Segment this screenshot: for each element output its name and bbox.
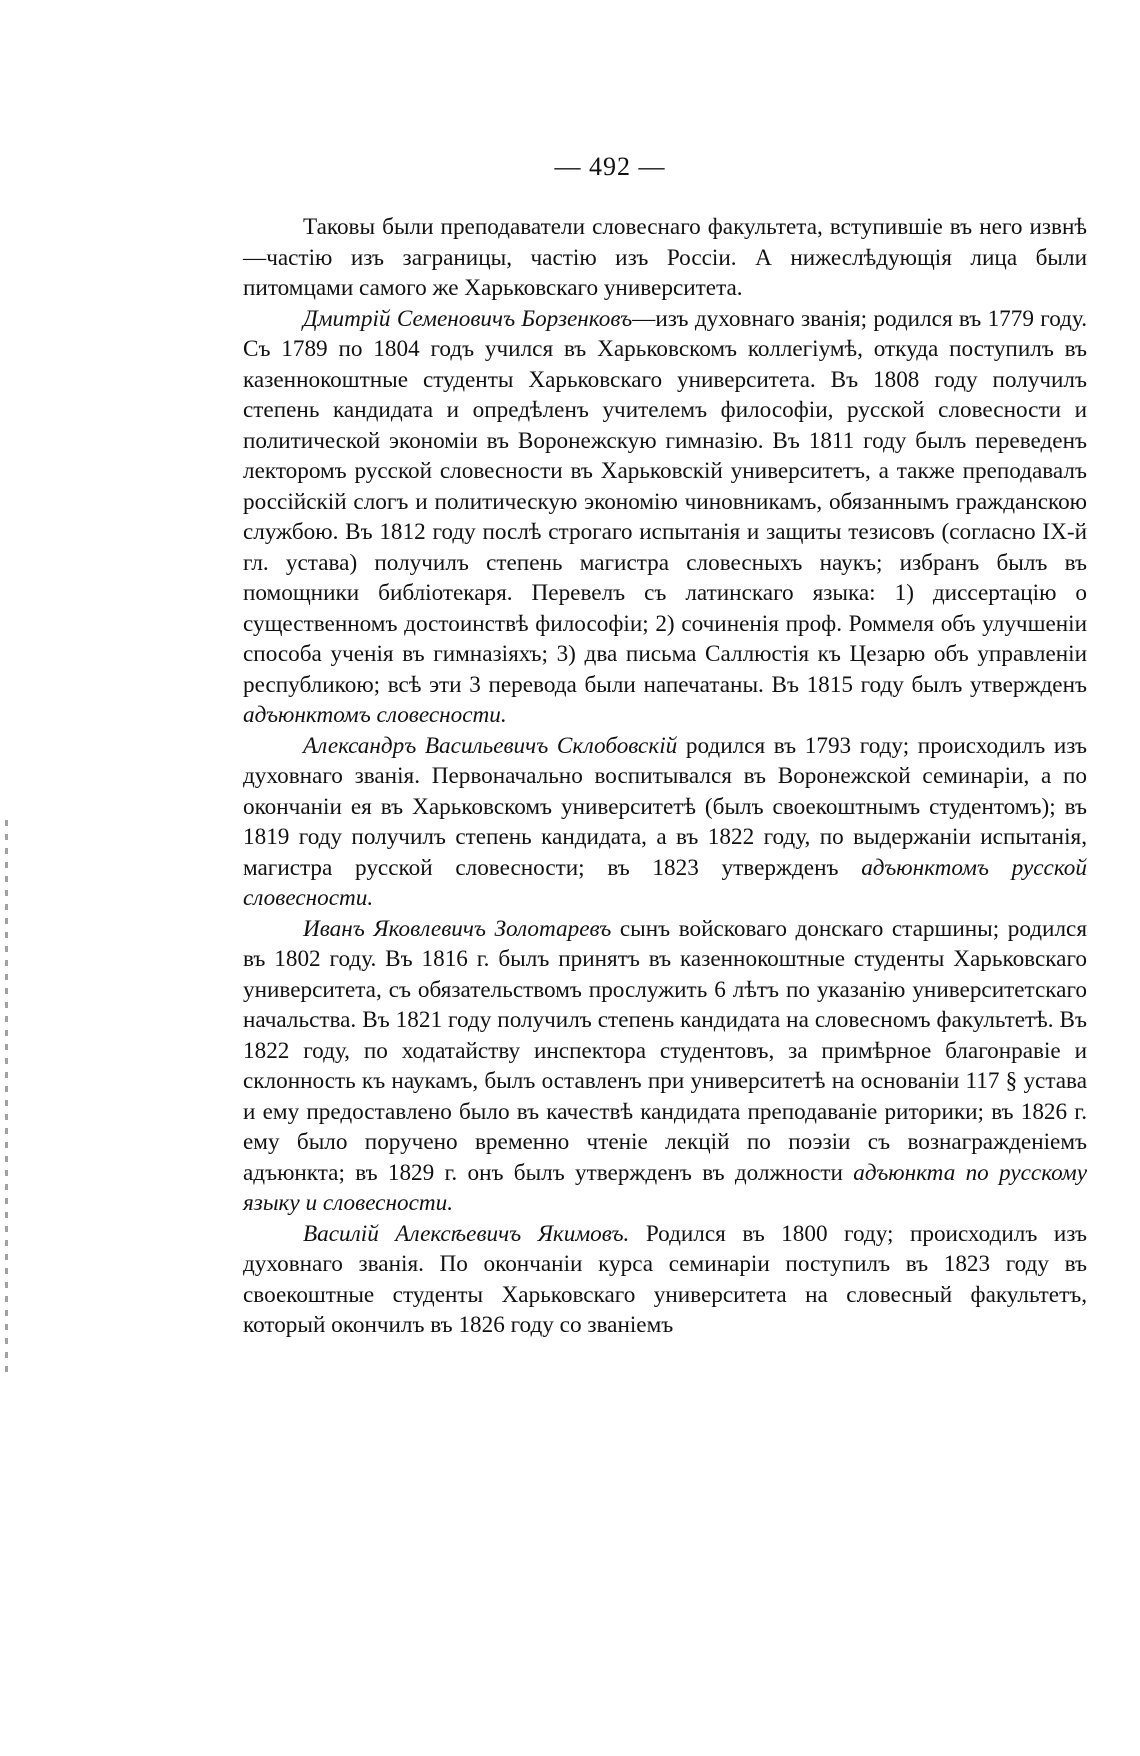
- scan-edge-mark: [5, 820, 8, 1380]
- academic-title: адъюнктомъ словесности.: [243, 702, 507, 728]
- paragraph-text: сынъ войсковаго донскаго старшины; родился въ 1802 году. Въ 1816 г. былъ принятъ въ казеннокоштные студенты Харьковскаго университета, съ обязательствомъ прослужить 6 лѣтъ по указанію университетскаго начальства. Въ 1821 году получилъ степень кандидата на словесномъ факультетѣ. Въ 1822 году, по ходатайству инспектора студентовъ, за примѣрное благонравіе и склонность къ наукамъ, былъ оставленъ при университетѣ на основаніи 117 § устава и ему предоставлено было въ качествѣ кандидата преподаваніе риторики; въ 1826 г. ему было поручено временно чтеніе лекцій по поэзіи съ вознагражденіемъ адъюнкта; въ 1829 г. онъ былъ утвержденъ въ должности: [243, 915, 1087, 1186]
- page-number: — 492 —: [554, 152, 666, 181]
- academic-title: адъюнктомъ русской словесности.: [243, 854, 1087, 911]
- person-name: Иванъ Яковлевичъ Золотаревъ: [303, 915, 612, 942]
- paragraph-zolotarev: [243, 914, 1087, 1219]
- paragraph-text: родился въ 1793 году; происходилъ изъ духовнаго званія. Первоначально воспитывался въ Воронежской семинаріи, а по окончаніи ея въ Харьковскомъ университетѣ (былъ своекоштнымъ студентомъ); въ 1819 году получилъ степень кандидата, а въ 1822 году, по выдержаніи испытанія, магистра русской словесности; въ 1823 утвержденъ: [243, 732, 1087, 881]
- paragraph-yakimov: [243, 1219, 1087, 1341]
- paragraph-text: —изъ духовнаго званія; родился въ 1779 году. Съ 1789 по 1804 годъ учился въ Харьковскомъ коллегіумѣ, откуда поступилъ въ казеннокоштные студенты Харьковскаго университета. Въ 1808 году получилъ степень кандидата и опредѣленъ учителемъ философіи, русской словесности и политической экономіи въ Воронежскую гимназію. Въ 1811 году былъ переведенъ лекторомъ русской словесности въ Харьковскій университетъ, а также преподавалъ россійскій слогъ и политическую экономію чиновникамъ, обязаннымъ гражданскою службою. Въ 1812 году послѣ строгаго испытанія и защиты тезисовъ (согласно IX-й гл. устава) получилъ степень магистра словесныхъ наукъ; избранъ былъ въ помощники библіотекаря. Перевелъ съ латинскаго языка: 1) диссертацію о существенномъ достоинствѣ философіи; 2) сочиненія проф. Роммеля объ улучшеніи способа ученія въ гимназіяхъ; 3) два письма Саллюстія къ Цезарю объ управленіи республикою; всѣ эти 3 перевода были напечатаны. Въ 1815 году былъ утвержденъ: [243, 305, 1087, 698]
- paragraph-text: Таковы были преподаватели словеснаго факультета, вступившіе въ него извнѣ—частію изъ заграницы, частію изъ Россіи. А нижеслѣдующія лица были питомцами самого же Харьковскаго университета.: [243, 214, 1087, 301]
- paragraph-intro: [243, 212, 1087, 304]
- body-text: [243, 212, 1087, 1341]
- person-name: Александръ Васильевичъ Склобовскій: [303, 732, 678, 759]
- person-name: Дмитрій Семеновичъ Борзенковъ: [303, 305, 633, 332]
- paragraph-text: Родился въ 1800 году; происходилъ изъ духовнаго званія. По окончаніи курса семинаріи поступилъ въ 1823 году въ своекоштные студенты Харьковскаго университета на словесный факультетъ, который окончилъ въ 1826 году со званіемъ: [243, 1220, 1087, 1338]
- person-name: Василій Алексѣевичъ Якимовъ.: [303, 1220, 630, 1247]
- academic-title: адъюнкта по русскому языку и словесности.: [243, 1159, 1087, 1216]
- paragraph-borzenkov: [243, 304, 1087, 731]
- paragraph-sklobovsky: [243, 731, 1087, 914]
